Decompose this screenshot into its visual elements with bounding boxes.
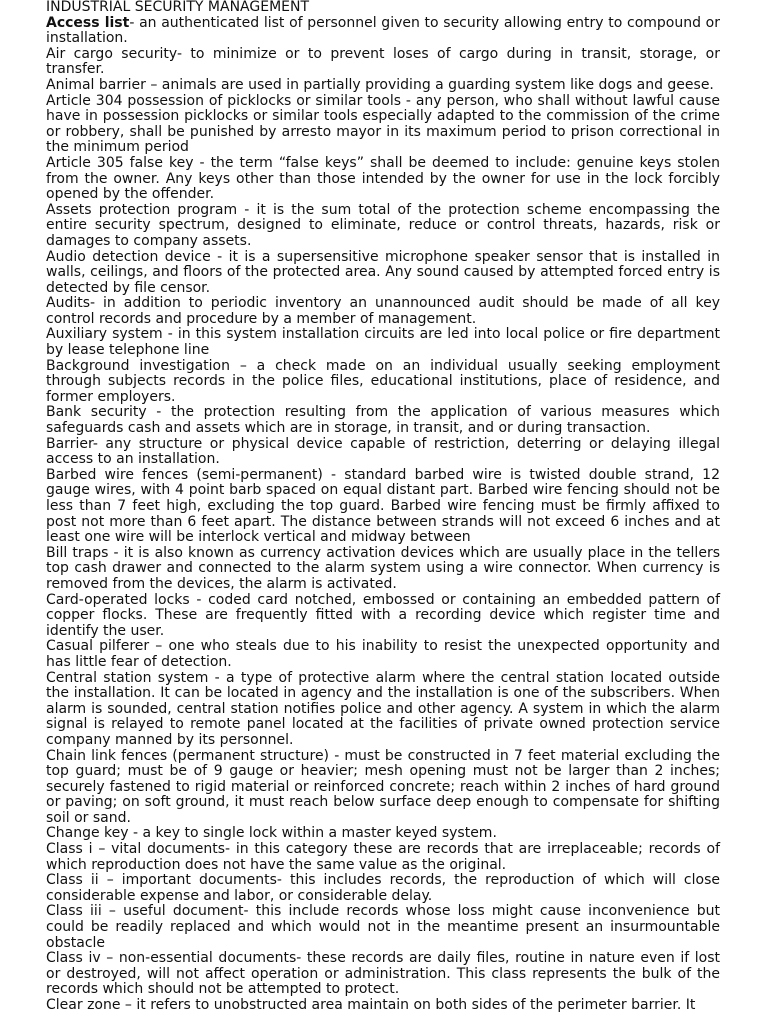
document-page [46, 0, 720, 1014]
entry-text: Assets protection program - it is the sum total of the protection scheme encompassing the entire security spectrum, designed to eliminate, reduce or control threats, hazards, risk or damages to company assets. [46, 201, 720, 249]
entry-text: Bank security - the protection resulting from the application of various measures which safeguards cash and assets which are in storage, in transit, and or during transaction. [46, 404, 720, 437]
glossary-entry [46, 873, 720, 904]
glossary-entry [46, 296, 720, 327]
glossary-entry [46, 671, 720, 749]
glossary-entries [46, 16, 720, 1014]
entry-text: Casual pilferer – one who steals due to his inability to resist the unexpected opportunity and has little fear of detection. [46, 638, 720, 670]
glossary-entry [46, 951, 720, 998]
glossary-entry [46, 94, 720, 156]
entry-text: Animal barrier – animals are used in partially providing a guarding system like dogs and geese. [46, 76, 714, 93]
entry-term: Access list [46, 14, 130, 31]
entry-text: Chain link fences (permanent structure) - must be constructed in 7 feet material excluding the top guard; must be of 9 gauge or heavier; mesh opening must not be larger than 2 inches; securely fastened to rigid material or reinforced concrete; reach within 2 inches of hard ground or paving; on soft ground, it must reach below surface deep enough to compensate for shifting soil or sand. [46, 747, 720, 826]
document-title: INDUSTRIAL SECURITY MANAGEMENT [46, 0, 310, 15]
entry-text: Class iii – useful document- this include records whose loss might cause inconvenience but could be readily replaced and which would not in the meantime present an insurmountable obstacle [46, 903, 720, 951]
entry-text: Central station system - a type of protective alarm where the central station located outside the installation. It can be located in agency and the installation is one of the subscribers. When alarm is sounded, central station notifies police and other agency. A system in which the alarm signal is relayed to remote panel located at the facilities of private owned protection service company manned by its personnel. [46, 669, 720, 748]
glossary-entry [46, 203, 720, 250]
glossary-entry [46, 327, 720, 358]
entry-text: Card-operated locks - coded card notched, embossed or containing an embedded pattern of copper flocks. These are frequently fitted with a recording device which register time and identify the user. [46, 591, 720, 639]
entry-text: Class i – vital documents- in this category these are records that are irreplaceable; records of which reproduction does not have the same value as the original. [46, 841, 720, 873]
glossary-entry [46, 250, 720, 297]
glossary-entry [46, 842, 720, 873]
glossary-entry [46, 546, 720, 593]
entry-text: Barrier- any structure or physical device capable of restriction, deterring or delaying illegal access to an installation. [46, 435, 720, 468]
entry-text: Bill traps - it is also known as currency activation devices which are usually place in the tellers top cash drawer and connected to the alarm system using a wire connector. When currency is removed from the devices, the alarm is activated. [46, 544, 720, 592]
glossary-entry [46, 156, 720, 203]
entry-text: Audits- in addition to periodic inventory an unannounced audit should be made of all key control records and procedure by a member of management. [46, 295, 720, 327]
entry-text: Class ii – important documents- this includes records, the reproduction of which will close considerable expense and labor, or considerable delay. [46, 872, 720, 904]
glossary-entry [46, 749, 720, 827]
entry-text: Article 305 false key - the term “false keys” shall be deemed to include: genuine keys stolen from the owner. Any keys other than those intended by the owner for use in the lock forcibly opened by the offender. [46, 154, 720, 203]
glossary-entry [46, 437, 720, 468]
glossary-entry [46, 405, 720, 436]
entry-text: Clear zone – it refers to unobstructed area maintain on both sides of the perimeter barrier. It [46, 997, 696, 1013]
entry-text: Change key - a key to single lock within a master keyed system. [46, 825, 497, 842]
glossary-entry [46, 78, 720, 94]
glossary-entry [46, 998, 720, 1014]
glossary-entry [46, 468, 720, 546]
entry-text: Background investigation – a check made on an individual usually seeking employment through subjects records in the police files, educational institutions, place of residence, and former employers. [46, 357, 720, 405]
entry-text: Class iv – non-essential documents- these records are daily files, routine in nature even if lost or destroyed, will not affect operation or administration. This class represents the bulk of the records which should not be attempted to protect. [46, 950, 720, 998]
entry-text: Audio detection device - it is a supersensitive microphone speaker sensor that is installed in walls, ceilings, and floors of the protected area. Any sound caused by attempted forced entry is detected by file censor. [46, 248, 720, 296]
entry-text: Article 304 possession of picklocks or similar tools - any person, who shall without lawful cause have in possession picklocks or similar tools especially adapted to the commission of the crime or robbery, shall be punished by arresto mayor in its maximum period to prison correctional in the minimum period [46, 92, 720, 156]
entry-text: Barbed wire fences (semi-permanent) - standard barbed wire is twisted double strand, 12 gauge wires, with 4 point barb spaced on equal distant part. Barbed wire fencing should not be less than 7 feet high, excluding the top guard. Barbed wire fencing must be firmly affixed to post not more than 6 feet apart. The distance between strands will not exceed 6 inches and at least one wire will be interlock vertical and midway between [46, 466, 720, 546]
glossary-entry [46, 593, 720, 640]
entry-text: - an authenticated list of personnel given to security allowing entry to compound or installation. [46, 14, 720, 47]
glossary-entry [46, 16, 720, 47]
glossary-entry [46, 359, 720, 406]
glossary-entry [46, 47, 720, 78]
entry-text: Auxiliary system - in this system installation circuits are led into local police or fire department by lease telephone line [46, 326, 720, 359]
glossary-entry [46, 826, 720, 842]
glossary-entry [46, 904, 720, 951]
entry-text: Air cargo security- to minimize or to prevent loses of cargo during in transit, storage, or transfer. [46, 45, 720, 78]
glossary-entry [46, 639, 720, 670]
